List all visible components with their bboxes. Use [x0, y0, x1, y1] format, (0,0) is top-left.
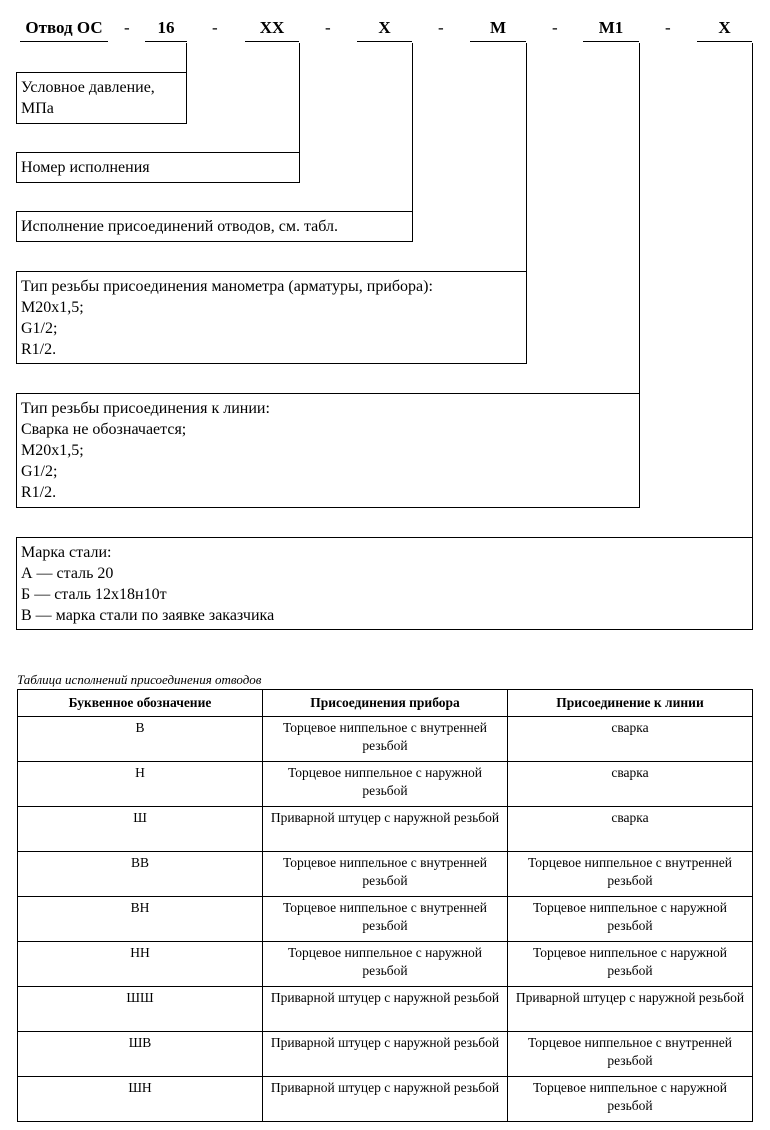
cell-device: Торцевое ниппельное с внутренней резьбой [263, 717, 508, 762]
code-separator: - [212, 18, 218, 37]
cell-device: Торцевое ниппельное с внутренней резьбой [263, 852, 508, 897]
table-row [18, 762, 753, 807]
code-segment-steel: X [697, 18, 752, 42]
cell-line: Торцевое ниппельное с наружной резьбой [508, 897, 753, 942]
cell-code: ШШ [18, 987, 263, 1032]
box-text: Сварка не обозначается; [21, 421, 187, 438]
box-text: Условное давление, [21, 79, 155, 96]
code-segment-pressure: 16 [145, 18, 187, 42]
cell-line: Торцевое ниппельное с внутренней резьбой [508, 852, 753, 897]
box-text: R1/2. [21, 341, 57, 358]
box-text: Исполнение присоединений отводов, см. табл. [21, 218, 338, 235]
cell-device: Приварной штуцер с наружной резьбой [263, 1032, 508, 1077]
code-segment-gauge-thread: M [470, 18, 526, 42]
header-line-connection: Присоединение к линии [508, 690, 753, 717]
box-text: Тип резьбы присоединения к линии: [21, 400, 270, 417]
box-pressure [16, 72, 187, 124]
cell-line: Приварной штуцер с наружной резьбой [508, 987, 753, 1032]
leader-line [412, 43, 413, 212]
cell-line: Торцевое ниппельное с внутренней резьбой [508, 1032, 753, 1077]
table-header-row [18, 690, 753, 717]
table-row [18, 852, 753, 897]
leader-line [186, 43, 187, 73]
code-separator: - [552, 18, 558, 37]
box-text: МПа [21, 100, 54, 117]
code-segment-version: XX [245, 18, 299, 42]
cell-device: Приварной штуцер с наружной резьбой [263, 1077, 508, 1122]
box-steel [16, 537, 753, 630]
cell-device: Торцевое ниппельное с наружной резьбой [263, 762, 508, 807]
box-connection [16, 211, 413, 242]
box-text: Тип резьбы присоединения манометра (арматуры, прибора): [21, 278, 433, 295]
cell-line: Торцевое ниппельное с наружной резьбой [508, 1077, 753, 1122]
table-caption: Таблица исполнений присоединения отводов [17, 672, 262, 687]
leader-line [752, 43, 753, 538]
cell-code: ВВ [18, 852, 263, 897]
cell-code: ШВ [18, 1032, 263, 1077]
cell-line: Торцевое ниппельное с наружной резьбой [508, 942, 753, 987]
table-row [18, 987, 753, 1032]
leader-line [526, 43, 527, 272]
code-separator: - [325, 18, 331, 37]
code-segment-connection: X [357, 18, 412, 42]
table-row [18, 942, 753, 987]
table-row [18, 897, 753, 942]
code-separator: - [665, 18, 671, 37]
leader-line [639, 43, 640, 394]
table-row [18, 717, 753, 762]
box-version [16, 152, 300, 183]
box-gauge-thread [16, 271, 527, 364]
cell-device: Торцевое ниппельное с внутренней резьбой [263, 897, 508, 942]
cell-device: Торцевое ниппельное с наружной резьбой [263, 942, 508, 987]
box-text: В — марка стали по заявке заказчика [21, 607, 275, 624]
box-text: R1/2. [21, 484, 57, 501]
box-text: Марка стали: [21, 544, 112, 561]
box-text: G1/2; [21, 463, 58, 480]
connection-table [17, 689, 753, 1122]
code-separator: - [438, 18, 444, 37]
cell-device: Приварной штуцер с наружной резьбой [263, 807, 508, 852]
box-text: G1/2; [21, 320, 58, 337]
table-row [18, 807, 753, 852]
cell-line: сварка [508, 762, 753, 807]
code-separator: - [124, 18, 130, 37]
cell-code: Ш [18, 807, 263, 852]
table-row [18, 1077, 753, 1122]
cell-line: сварка [508, 717, 753, 762]
cell-line: сварка [508, 807, 753, 852]
box-text: М20х1,5; [21, 442, 84, 459]
box-text: М20х1,5; [21, 299, 84, 316]
cell-code: НН [18, 942, 263, 987]
cell-code: ВН [18, 897, 263, 942]
box-text: Б — сталь 12х18н10т [21, 586, 167, 603]
cell-code: ШН [18, 1077, 263, 1122]
code-segment-line-thread: M1 [583, 18, 639, 42]
cell-code: Н [18, 762, 263, 807]
code-segment-name: Отвод ОС [20, 18, 108, 42]
box-text: А — сталь 20 [21, 565, 114, 582]
box-text: Номер исполнения [21, 159, 150, 176]
leader-line [299, 43, 300, 153]
cell-device: Приварной штуцер с наружной резьбой [263, 987, 508, 1032]
header-letter-code: Буквенное обозначение [18, 690, 263, 717]
box-line-thread [16, 393, 640, 508]
cell-code: В [18, 717, 263, 762]
table-row [18, 1032, 753, 1077]
header-device-connection: Присоединения прибора [263, 690, 508, 717]
